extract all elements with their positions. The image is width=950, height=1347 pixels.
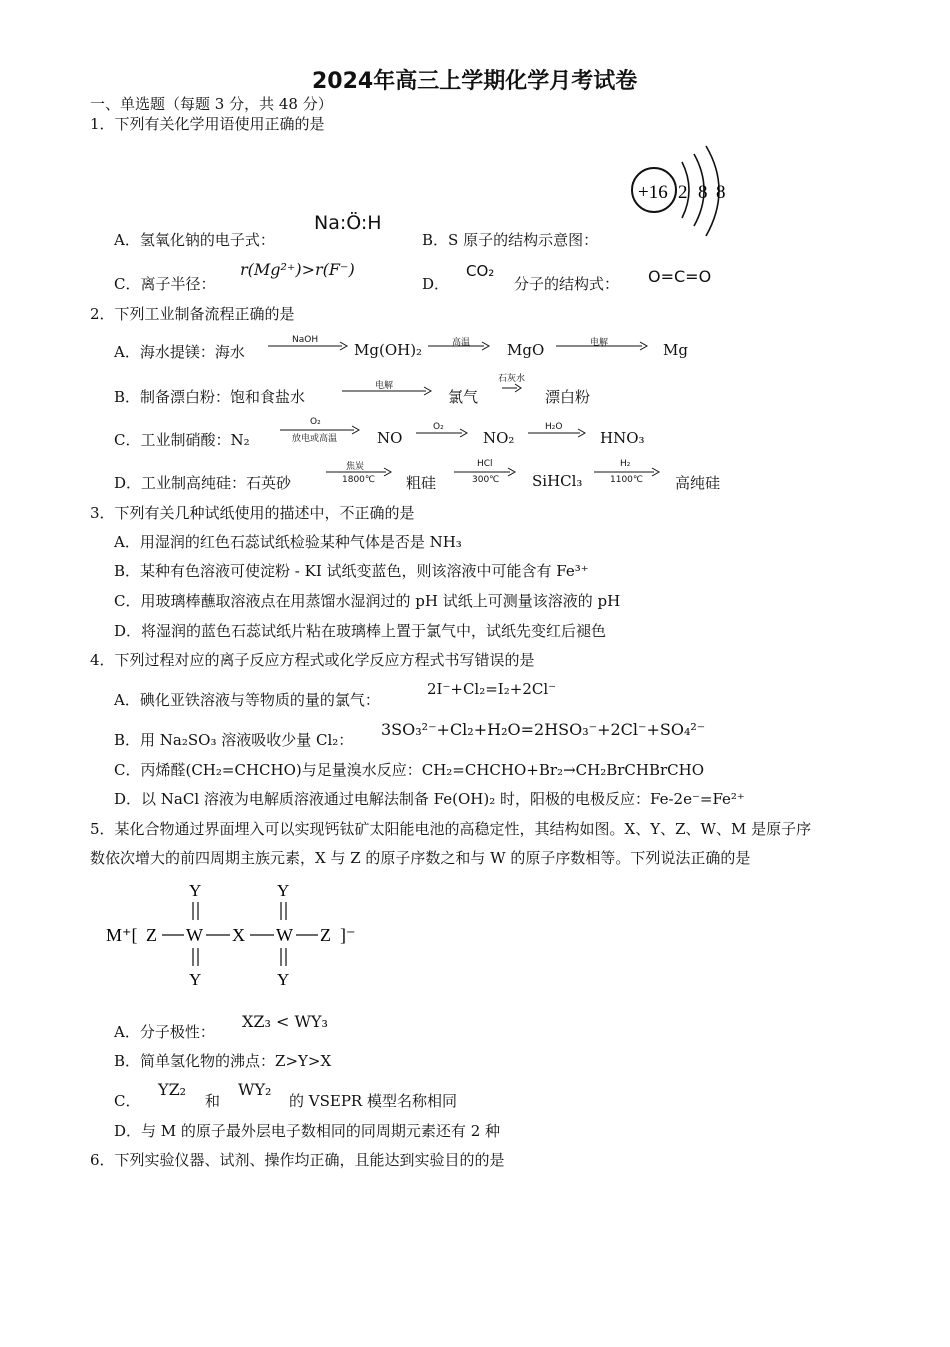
sulfur-atom-diagram <box>628 144 733 244</box>
q2-option-a: A．海水提镁：海水 <box>114 343 245 361</box>
q2d-arrow-1-condition-2: 1800℃ <box>342 475 376 485</box>
q2d-arrow-3-condition: H₂ <box>620 459 631 469</box>
q3-option-c: C．用玻璃棒蘸取溶液点在用蒸馏水湿润过的 pH 试纸上可测量该溶液的 pH <box>114 592 621 610</box>
q4-option-b: B．用 Na₂SO₃ 溶液吸收少量 Cl₂： <box>114 731 354 749</box>
q4-option-c: C．丙烯醛(CH₂=CHCHO)与足量溴水反应：CH₂=CHCHO+Br₂→CH₂BrCHBrCHO <box>114 761 705 779</box>
q5-option-c-formula-1: YZ₂ <box>158 1080 187 1099</box>
page-title: 2024年高三上学期化学月考试卷 <box>312 69 638 94</box>
q2c-arrow-1-condition: O₂ <box>310 417 321 427</box>
q2-option-b: B．制备漂白粉：饱和食盐水 <box>114 388 306 406</box>
struct-y-bottom-left: Y <box>189 970 202 989</box>
struct-z-right: Z <box>320 925 331 945</box>
question-2-stem: 2．下列工业制备流程正确的是 <box>90 305 295 323</box>
q2b-arrow-1-condition: 电解 <box>375 381 394 391</box>
q2a-product-3: Mg <box>663 341 688 359</box>
q1-co2-structural-formula: O=C=O <box>648 267 712 286</box>
q2d-arrow-2-condition-2: 300℃ <box>472 475 500 485</box>
q2a-arrow-3-condition: 电解 <box>590 338 609 348</box>
q1-naoh-electron-formula: Na:Ö:H <box>314 212 382 234</box>
q2a-arrow-2 <box>428 341 490 351</box>
q2b-arrow-2-condition: 石灰水 <box>498 374 526 384</box>
q2d-product-2: SiHCl₃ <box>532 472 583 490</box>
q1-option-d-tail: 分子的结构式： <box>514 275 620 293</box>
q5-option-c-tail: 的 VSEPR 模型名称相同 <box>289 1092 457 1110</box>
q4-option-b-equation: 3SO₃²⁻+Cl₂+H₂O=2HSO₃⁻+2Cl⁻+SO₄²⁻ <box>381 720 706 739</box>
q1-ion-radius-formula: r(Mg²⁺)>r(F⁻) <box>240 260 355 279</box>
struct-y-bottom-right: Y <box>277 970 290 989</box>
q2c-arrow-3 <box>528 428 586 438</box>
compound-structure-diagram <box>104 878 366 990</box>
q1-option-d: D． <box>422 275 450 293</box>
q2c-product-2: NO₂ <box>483 429 515 447</box>
q1-co2-formula: CO₂ <box>466 262 495 280</box>
struct-z-left: Z <box>146 925 157 945</box>
q2a-product-1: Mg(OH)₂ <box>354 341 423 359</box>
q2d-arrow-3-condition-2: 1100℃ <box>610 475 644 485</box>
q1-option-c: C．离子半径： <box>114 275 216 293</box>
shell-count-1: 2 <box>678 182 688 203</box>
q4-option-d: D．以 NaCl 溶液为电解质溶液通过电解法制备 Fe(OH)₂ 时，阳极的电极反应：Fe-2e⁻=Fe²⁺ <box>114 790 745 808</box>
q4-option-a: A．碘化亚铁溶液与等物质的量的氯气： <box>114 691 380 709</box>
struct-end-bracket: ]⁻ <box>340 925 356 945</box>
q3-option-d: D．将湿润的蓝色石蕊试纸片粘在玻璃棒上置于氯气中，试纸先变红后褪色 <box>114 622 607 640</box>
nucleus-charge: +16 <box>638 182 668 203</box>
q2c-product-3: HNO₃ <box>600 429 645 447</box>
question-6-stem: 6．下列实验仪器、试剂、操作均正确，且能达到实验目的的是 <box>90 1151 505 1169</box>
q4-option-a-equation: 2I⁻+Cl₂=I₂+2Cl⁻ <box>427 680 557 698</box>
q5-option-b: B．简单氢化物的沸点：Z>Y>X <box>114 1052 332 1070</box>
q2a-arrow-1-condition: NaOH <box>292 335 319 345</box>
question-4-stem: 4．下列过程对应的离子反应方程式或化学反应方程式书写错误的是 <box>90 651 535 669</box>
q5-option-c: C． <box>114 1092 141 1110</box>
q1-option-b: B．S 原子的结构示意图： <box>422 231 599 249</box>
q3-option-a: A．用湿润的红色石蕊试纸检验某种气体是否是 NH₃ <box>114 533 462 551</box>
q1-option-a: A．氢氧化钠的电子式： <box>114 231 275 249</box>
q5-option-c-and: 和 <box>205 1092 221 1110</box>
q2d-product-3: 高纯硅 <box>675 474 721 492</box>
struct-w-right: W <box>276 925 293 945</box>
q2d-arrow-2-condition: HCl <box>477 459 493 469</box>
section-heading: 一、单选题（每题 3 分，共 48 分） <box>90 95 333 113</box>
q2-option-d: D．工业制高纯硅：石英砂 <box>114 474 292 492</box>
question-5-stem-line-2: 数依次增大的前四周期主族元素，X 与 Z 的原子序数之和与 W 的原子序数相等。下列说法正确的是 <box>90 849 751 867</box>
q2a-arrow-2-condition: 高温 <box>452 338 471 348</box>
q2c-arrow-3-condition: H₂O <box>545 422 563 432</box>
struct-x-center: X <box>232 925 245 945</box>
struct-m-bracket: M⁺[ <box>106 925 138 945</box>
q3-option-b: B．某种有色溶液可使淀粉 - KI 试纸变蓝色，则该溶液中可能含有 Fe³⁺ <box>114 562 589 580</box>
q5-option-c-formula-2: WY₂ <box>238 1080 272 1099</box>
struct-w-left: W <box>186 925 203 945</box>
q2b-product-1: 氯气 <box>448 388 479 406</box>
q2d-product-1: 粗硅 <box>406 474 437 492</box>
q2c-product-1: NO <box>377 429 403 447</box>
struct-y-top-left: Y <box>189 881 202 900</box>
q5-option-a: A．分子极性： <box>114 1023 215 1041</box>
q2b-product-2: 漂白粉 <box>545 388 591 406</box>
question-3-stem: 3．下列有关几种试纸使用的描述中，不正确的是 <box>90 504 415 522</box>
q2b-arrow-2 <box>502 383 522 393</box>
q2a-arrow-1 <box>268 341 348 351</box>
q2c-arrow-2-condition: O₂ <box>433 422 444 432</box>
q2-option-c: C．工业制硝酸：N₂ <box>114 431 250 449</box>
question-5-stem-line-1: 5．某化合物通过界面埋入可以实现钙钛矿太阳能电池的高稳定性，其结构如图。X、Y、Z、W、M 是原子序 <box>90 820 812 838</box>
shell-count-2: 8 <box>698 182 708 203</box>
q2c-arrow-1-condition-2: 放电或高温 <box>292 434 338 444</box>
q2a-product-2: MgO <box>507 341 545 359</box>
struct-y-top-right: Y <box>277 881 290 900</box>
question-1-stem: 1．下列有关化学用语使用正确的是 <box>90 115 325 133</box>
q5-option-a-formula: XZ₃ < WY₃ <box>242 1012 328 1031</box>
q2b-arrow-1 <box>342 386 432 396</box>
shell-count-3: 8 <box>716 182 726 203</box>
q5-option-d: D．与 M 的原子最外层电子数相同的同周期元素还有 2 种 <box>114 1122 501 1140</box>
q2c-arrow-2 <box>416 428 468 438</box>
q2d-arrow-1-condition: 焦炭 <box>346 462 365 472</box>
q2a-arrow-3 <box>556 341 648 351</box>
